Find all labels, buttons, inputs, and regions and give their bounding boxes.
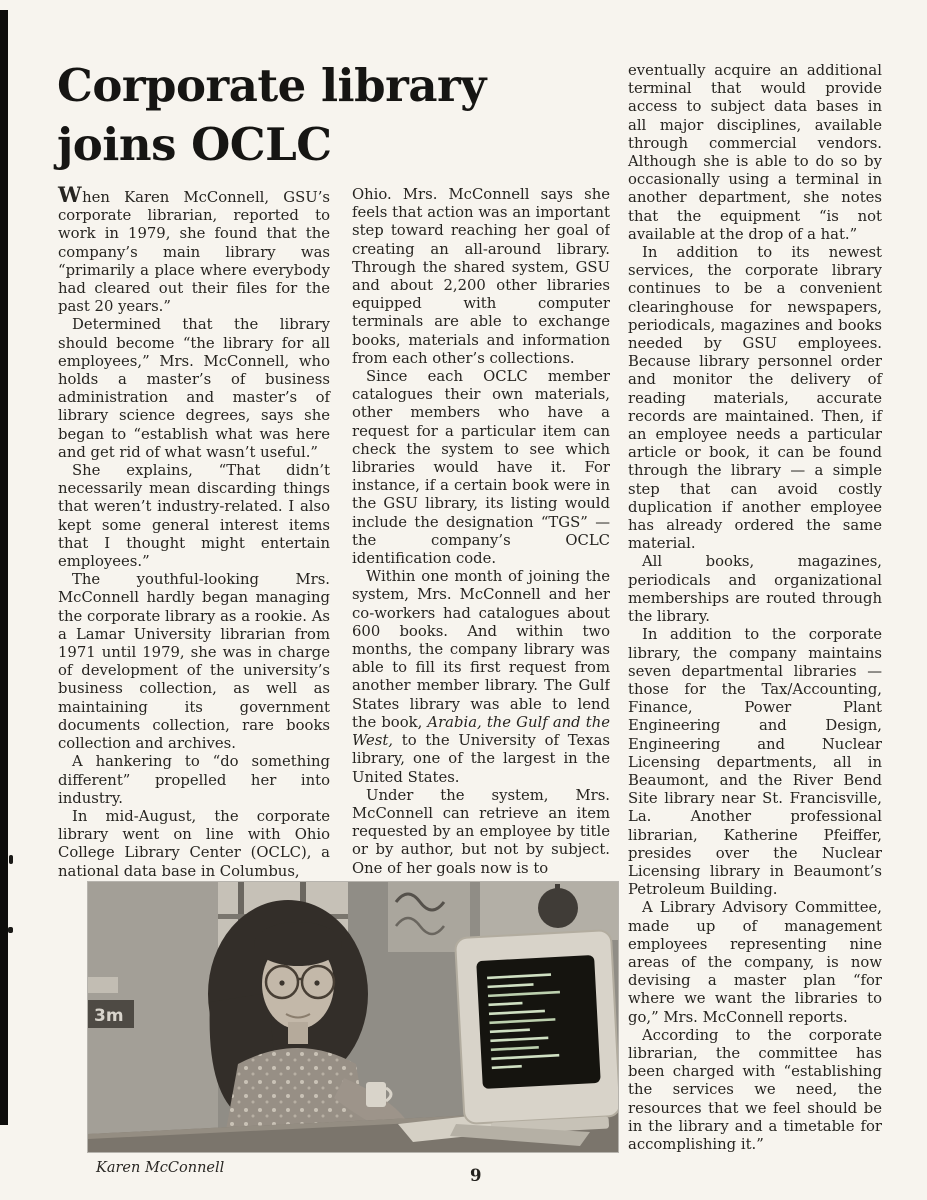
article-column-3 xyxy=(628,62,882,1154)
book-title: Arabia, the Gulf and the West, xyxy=(352,713,610,750)
photo-caption: Karen McConnell xyxy=(96,1160,225,1176)
scan-speck xyxy=(9,855,13,864)
paragraph: A Library Advisory Committee, made up of management employees representing nine areas of the company, is now devising a master plan “for where we want the libraries to go,” Mrs. McConnell reports. xyxy=(628,899,882,1026)
paragraph: A hankering to “do something different” propelled her into industry. xyxy=(58,753,330,807)
paragraph: All books, magazines, periodicals and organizational memberships are routed through the library. xyxy=(628,553,882,626)
paragraph: eventually acquire an additional terminal that would provide access to subject data bases in all major disciplines, available through commercial vendors. Although she is able to do so by occasionally using a terminal in another department, she notes that the equipment “is not available at the drop of a hat.” xyxy=(628,62,882,243)
photo-karen-mcconnell xyxy=(88,882,618,1152)
paragraph: According to the corporate librarian, the committee has been charged with “establishing the services we need, the resources that we feel should be in the library and a timetable for accomplishing it.” xyxy=(628,1026,882,1153)
scan-speck xyxy=(8,927,13,933)
initial-letter: W xyxy=(58,182,83,207)
paragraph: The youthful-looking Mrs. McConnell hardly began managing the corporate library as a rookie. As a Lamar University librarian from 1971 until 1979, she was in charge of development of the university’s business collection, as well as maintaining its government documents collection, rare books collection and archives. xyxy=(58,571,330,753)
paragraph: She explains, “That didn’t necessarily mean discarding things that weren’t industry-related. I also kept some general interest items that I thought might entertain employees.” xyxy=(58,462,330,571)
paragraph: In addition to the corporate library, the company maintains seven departmental libraries — those for the Tax/Accounting, Finance, Power Plant Engineering and Design, Engineering and Nuclear Licensing departments, all in Beaumont, and the River Bend Site library near St. Francisville, La. Another professional librarian, Katherine Pfeiffer, presides over the Nuclear Licensing library in Beaumont’s Petroleum Building. xyxy=(628,626,882,899)
paragraph: Determined that the library should become “the library for all employees,” Mrs. McConnell, who holds a master’s of business administration and master’s of library science degrees, says she began to “establish what was here and get rid of what wasn’t useful.” xyxy=(58,316,330,461)
photo-illustration xyxy=(88,882,618,1152)
title-line-1: Corporate library xyxy=(57,59,486,112)
article-column-2 xyxy=(352,186,610,880)
title-line-2: joins OCLC xyxy=(57,118,332,171)
paragraph: In mid-August, the corporate library went on line with Ohio College Library Center (OCLC), a national data base in Columbus, xyxy=(58,807,330,880)
paragraph xyxy=(352,568,610,786)
page-number: 9 xyxy=(470,1166,482,1185)
paragraph: In addition to its newest services, the corporate library continues to be a convenient clearinghouse for newspapers, periodicals, magazines and books needed by GSU employees. Because library personnel order and monitor the delivery of reading materials, accurate records are maintained. Then, if an employee needs a particular article or book, it can be found through the library — a simple step that can avoid costly duplication if another employee has already ordered the same material. xyxy=(628,244,882,553)
article-title xyxy=(57,56,537,174)
article-column-1 xyxy=(58,182,330,881)
paragraph-text: Within one month of joining the system, Mrs. McConnell and her co-workers had catalogues about 600 books. And within two months, the company library was able to fill its first request from another member library. The Gulf States library was able to lend the book, xyxy=(352,568,610,731)
scan-edge-bar xyxy=(0,10,8,1125)
paragraph xyxy=(58,182,330,316)
paragraph-text: to the University of Texas library, one of the largest in the United States. xyxy=(352,732,610,786)
paragraph: Ohio. Mrs. McConnell says she feels that action was an important step toward reaching her goal of creating an all-around library. Through the shared system, GSU and about 2,200 other libraries equipped with computer terminals are able to exchange books, materials and information from each other’s collections. xyxy=(352,186,610,367)
paragraph: Since each OCLC member catalogues their own materials, other members who have a request for a particular item can check the system to see which libraries would have it. For instance, if a certain book were in the GSU library, its listing would include the designation “TGS” — the company’s OCLC identification code. xyxy=(352,368,610,568)
paragraph: Under the system, Mrs. McConnell can retrieve an item requested by an employee by title or by author, but not by subject. One of her goals now is to xyxy=(352,786,610,877)
blurred-sign-text: 3m xyxy=(94,1006,124,1026)
paragraph-text: hen Karen McConnell, GSU’s corporate librarian, reported to work in 1979, she found that the company’s main library was “primarily a place where everybody had cleared out their files for the past 20 years.” xyxy=(58,189,330,316)
